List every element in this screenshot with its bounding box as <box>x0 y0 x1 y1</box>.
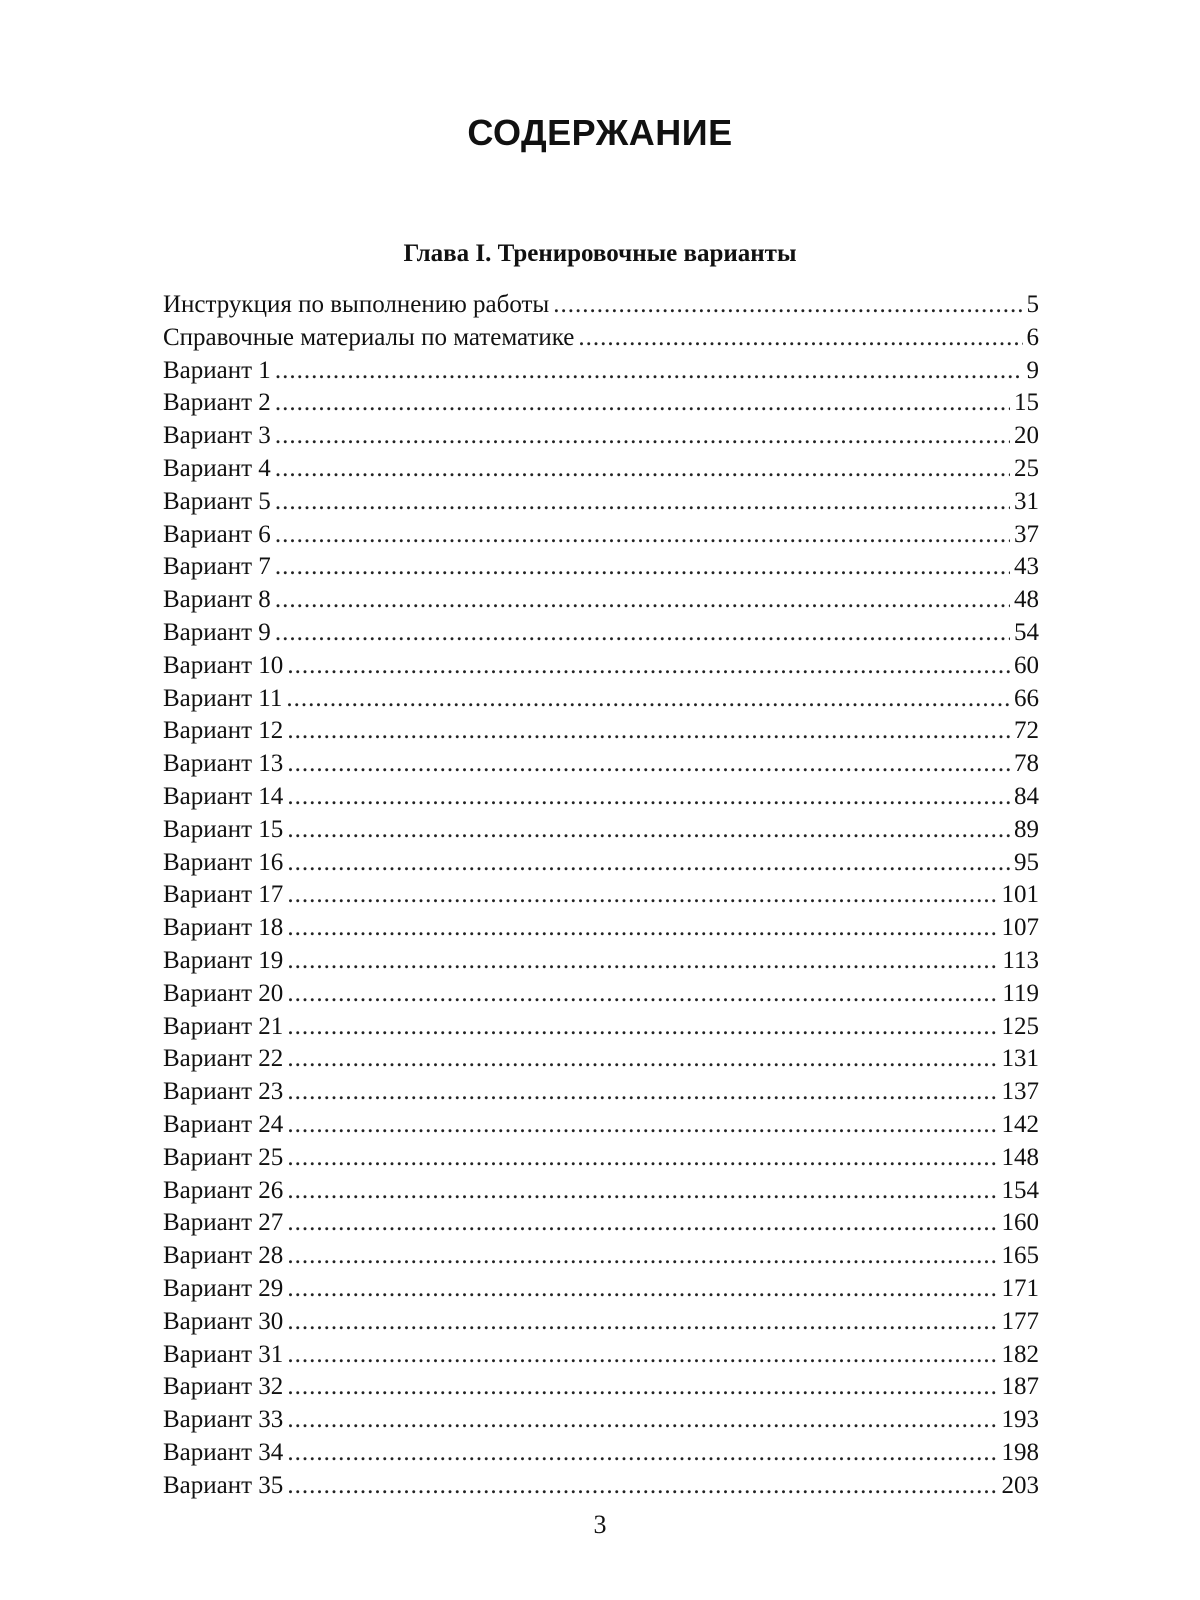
toc-entry-label: Вариант 31 <box>163 1340 284 1368</box>
toc-entry-page: 177 <box>1001 1307 1039 1335</box>
dot-leader <box>287 650 1010 683</box>
toc-entry-page: 95 <box>1014 848 1039 876</box>
toc-entry-page: 5 <box>1026 291 1039 318</box>
toc-entry-page: 78 <box>1014 750 1039 778</box>
dot-leader <box>287 1076 997 1109</box>
dot-leader <box>286 683 1010 716</box>
dot-leader <box>287 879 997 912</box>
dot-leader <box>275 584 1010 617</box>
toc-entry-label: Вариант 34 <box>163 1438 284 1466</box>
dot-leader <box>287 748 1010 781</box>
toc-entry-page: 25 <box>1014 454 1039 482</box>
toc-entry-page: 165 <box>1001 1242 1039 1270</box>
toc-entry-page: 84 <box>1014 782 1039 810</box>
toc-entry[interactable] <box>163 912 1039 945</box>
dot-leader <box>287 1175 997 1208</box>
toc-entry-label: Вариант 35 <box>163 1471 284 1499</box>
toc-entry-page: 171 <box>1001 1274 1039 1302</box>
toc-entry[interactable] <box>163 748 1039 781</box>
toc-entry[interactable] <box>163 1109 1039 1142</box>
dot-leader <box>275 355 1023 388</box>
toc-entry[interactable] <box>163 1011 1039 1044</box>
toc-entry[interactable] <box>163 387 1039 420</box>
dot-leader <box>275 420 1010 453</box>
toc-entry-page: 54 <box>1014 618 1039 646</box>
toc-entry[interactable] <box>163 1371 1039 1404</box>
dot-leader <box>287 781 1010 814</box>
toc-entry[interactable] <box>163 1273 1039 1306</box>
dot-leader <box>287 1011 997 1044</box>
toc-entry-page: 125 <box>1001 1012 1039 1040</box>
toc-entry-page: 148 <box>1001 1143 1039 1171</box>
toc-entry-label: Вариант 24 <box>163 1110 284 1138</box>
toc-entry-label: Вариант 13 <box>163 750 284 778</box>
dot-leader <box>287 847 1010 880</box>
toc-entry[interactable] <box>163 814 1039 847</box>
toc-entry-page: 6 <box>1026 323 1039 351</box>
toc-entry[interactable] <box>163 617 1039 650</box>
toc-entry-page: 37 <box>1014 520 1039 548</box>
dot-leader <box>578 322 1022 355</box>
toc-entry-label: Вариант 18 <box>163 914 284 942</box>
toc-entry[interactable] <box>163 945 1039 978</box>
toc-entry[interactable] <box>163 322 1039 355</box>
dot-leader <box>287 1240 997 1273</box>
toc-entry-page: 131 <box>1001 1045 1039 1073</box>
dot-leader <box>275 519 1010 552</box>
toc-entry-label: Инструкция по выполнению работы <box>163 291 550 318</box>
toc-entry-label: Вариант 5 <box>163 487 271 515</box>
toc-entry[interactable] <box>163 879 1039 912</box>
toc-entry[interactable] <box>163 1175 1039 1208</box>
toc-entry-label: Вариант 9 <box>163 618 271 646</box>
toc-entry-label: Вариант 11 <box>163 684 283 712</box>
chapter-heading: Глава I. Тренировочные варианты <box>403 240 797 267</box>
dot-leader <box>287 1043 997 1076</box>
toc-entry-page: 107 <box>1001 914 1039 942</box>
toc-entry-page: 60 <box>1014 651 1039 679</box>
dot-leader <box>287 1371 997 1404</box>
toc-entry-label: Вариант 16 <box>163 848 284 876</box>
toc-entry-label: Вариант 25 <box>163 1143 284 1171</box>
toc-entry[interactable] <box>163 1207 1039 1240</box>
toc-entry[interactable] <box>163 289 1039 322</box>
toc-entry-label: Вариант 4 <box>163 454 271 482</box>
dot-leader <box>287 1437 997 1470</box>
toc-entry[interactable] <box>163 1043 1039 1076</box>
dot-leader <box>553 289 1022 322</box>
toc-entry-page: 9 <box>1026 356 1039 384</box>
toc-entry[interactable] <box>163 978 1039 1011</box>
toc-entry-page: 15 <box>1014 389 1039 417</box>
dot-leader <box>275 486 1010 519</box>
toc-entry-page: 142 <box>1001 1110 1039 1138</box>
toc-entry[interactable] <box>163 355 1039 388</box>
toc-entry[interactable] <box>163 1142 1039 1175</box>
toc-entry-page: 198 <box>1001 1438 1039 1466</box>
toc-entry[interactable] <box>163 519 1039 552</box>
dot-leader <box>287 1109 997 1142</box>
toc-entry-label: Вариант 28 <box>163 1242 284 1270</box>
toc-entry-label: Вариант 12 <box>163 717 284 745</box>
toc-entry-label: Вариант 15 <box>163 815 284 843</box>
toc-entry[interactable] <box>163 1240 1039 1273</box>
toc-entry[interactable] <box>163 683 1039 716</box>
toc-entry-label: Вариант 23 <box>163 1078 284 1106</box>
toc-entry-label: Вариант 3 <box>163 422 271 450</box>
toc-entry-page: 20 <box>1014 422 1039 450</box>
toc-entry-page: 137 <box>1001 1078 1039 1106</box>
dot-leader <box>287 1339 997 1372</box>
toc-entry-page: 89 <box>1014 815 1039 843</box>
toc-entry[interactable] <box>163 781 1039 814</box>
toc-entry[interactable] <box>163 715 1039 748</box>
toc-entry[interactable] <box>163 650 1039 683</box>
dot-leader <box>287 912 997 945</box>
toc-entry[interactable] <box>163 1470 1039 1503</box>
toc-entry-label: Вариант 17 <box>163 881 284 909</box>
toc-entry-page: 182 <box>1001 1340 1039 1368</box>
toc-entry[interactable] <box>163 1437 1039 1470</box>
toc-entry-label: Вариант 19 <box>163 946 284 974</box>
toc-entry-label: Вариант 26 <box>163 1176 284 1204</box>
toc-entry-page: 193 <box>1001 1406 1039 1434</box>
toc-entry-label: Вариант 2 <box>163 389 271 417</box>
dot-leader <box>287 1470 997 1503</box>
toc-entry-label: Вариант 21 <box>163 1012 284 1040</box>
toc-entry-page: 31 <box>1014 487 1039 515</box>
toc-entry-page: 160 <box>1001 1209 1039 1237</box>
dot-leader <box>275 453 1010 486</box>
page-title: СОДЕРЖАНИЕ <box>467 112 733 153</box>
dot-leader <box>287 1306 997 1339</box>
dot-leader <box>275 551 1010 584</box>
toc-entry-label: Вариант 29 <box>163 1274 284 1302</box>
toc-entry-label: Вариант 27 <box>163 1209 284 1237</box>
toc-entry[interactable] <box>163 584 1039 617</box>
dot-leader <box>287 978 998 1011</box>
toc-entry[interactable] <box>163 1339 1039 1372</box>
toc-entry-label: Вариант 7 <box>163 553 271 581</box>
toc-entry-label: Справочные материалы по математике <box>163 323 575 351</box>
toc-entry-page: 43 <box>1014 553 1039 581</box>
dot-leader <box>287 1142 997 1175</box>
toc-entry[interactable] <box>163 486 1039 519</box>
dot-leader <box>287 715 1010 748</box>
toc-entry[interactable] <box>163 1306 1039 1339</box>
dot-leader <box>275 387 1010 420</box>
dot-leader <box>287 814 1010 847</box>
dot-leader <box>287 1404 997 1437</box>
toc-entry-page: 154 <box>1001 1176 1039 1204</box>
dot-leader <box>275 617 1010 650</box>
dot-leader <box>287 945 998 978</box>
toc-entry[interactable] <box>163 1076 1039 1109</box>
toc-entry-page: 66 <box>1014 684 1039 712</box>
toc-entry[interactable] <box>163 847 1039 880</box>
toc-entry[interactable] <box>163 551 1039 584</box>
toc-entry-page: 101 <box>1001 881 1039 909</box>
toc-entry-page: 72 <box>1014 717 1039 745</box>
toc-entry[interactable] <box>163 1404 1039 1437</box>
dot-leader <box>287 1207 997 1240</box>
toc-entry-page: 113 <box>1002 946 1039 974</box>
toc-entry-label: Вариант 22 <box>163 1045 284 1073</box>
toc-entry-label: Вариант 1 <box>163 356 271 384</box>
toc-entry-label: Вариант 20 <box>163 979 284 1007</box>
toc-entry-label: Вариант 14 <box>163 782 284 810</box>
toc-entry-label: Вариант 8 <box>163 586 271 614</box>
toc-entry-label: Вариант 30 <box>163 1307 284 1335</box>
toc-entry[interactable] <box>163 420 1039 453</box>
toc-entry-page: 203 <box>1001 1471 1039 1499</box>
toc-entry[interactable] <box>163 453 1039 486</box>
toc-entry-label: Вариант 6 <box>163 520 271 548</box>
toc-entry-label: Вариант 10 <box>163 651 284 679</box>
dot-leader <box>287 1273 997 1306</box>
table-of-contents <box>163 289 1039 1502</box>
toc-entry-page: 187 <box>1001 1373 1039 1401</box>
toc-entry-label: Вариант 33 <box>163 1406 284 1434</box>
toc-entry-label: Вариант 32 <box>163 1373 284 1401</box>
toc-entry-page: 119 <box>1002 979 1039 1007</box>
page-number: 3 <box>593 1510 607 1539</box>
toc-entry-page: 48 <box>1014 586 1039 614</box>
